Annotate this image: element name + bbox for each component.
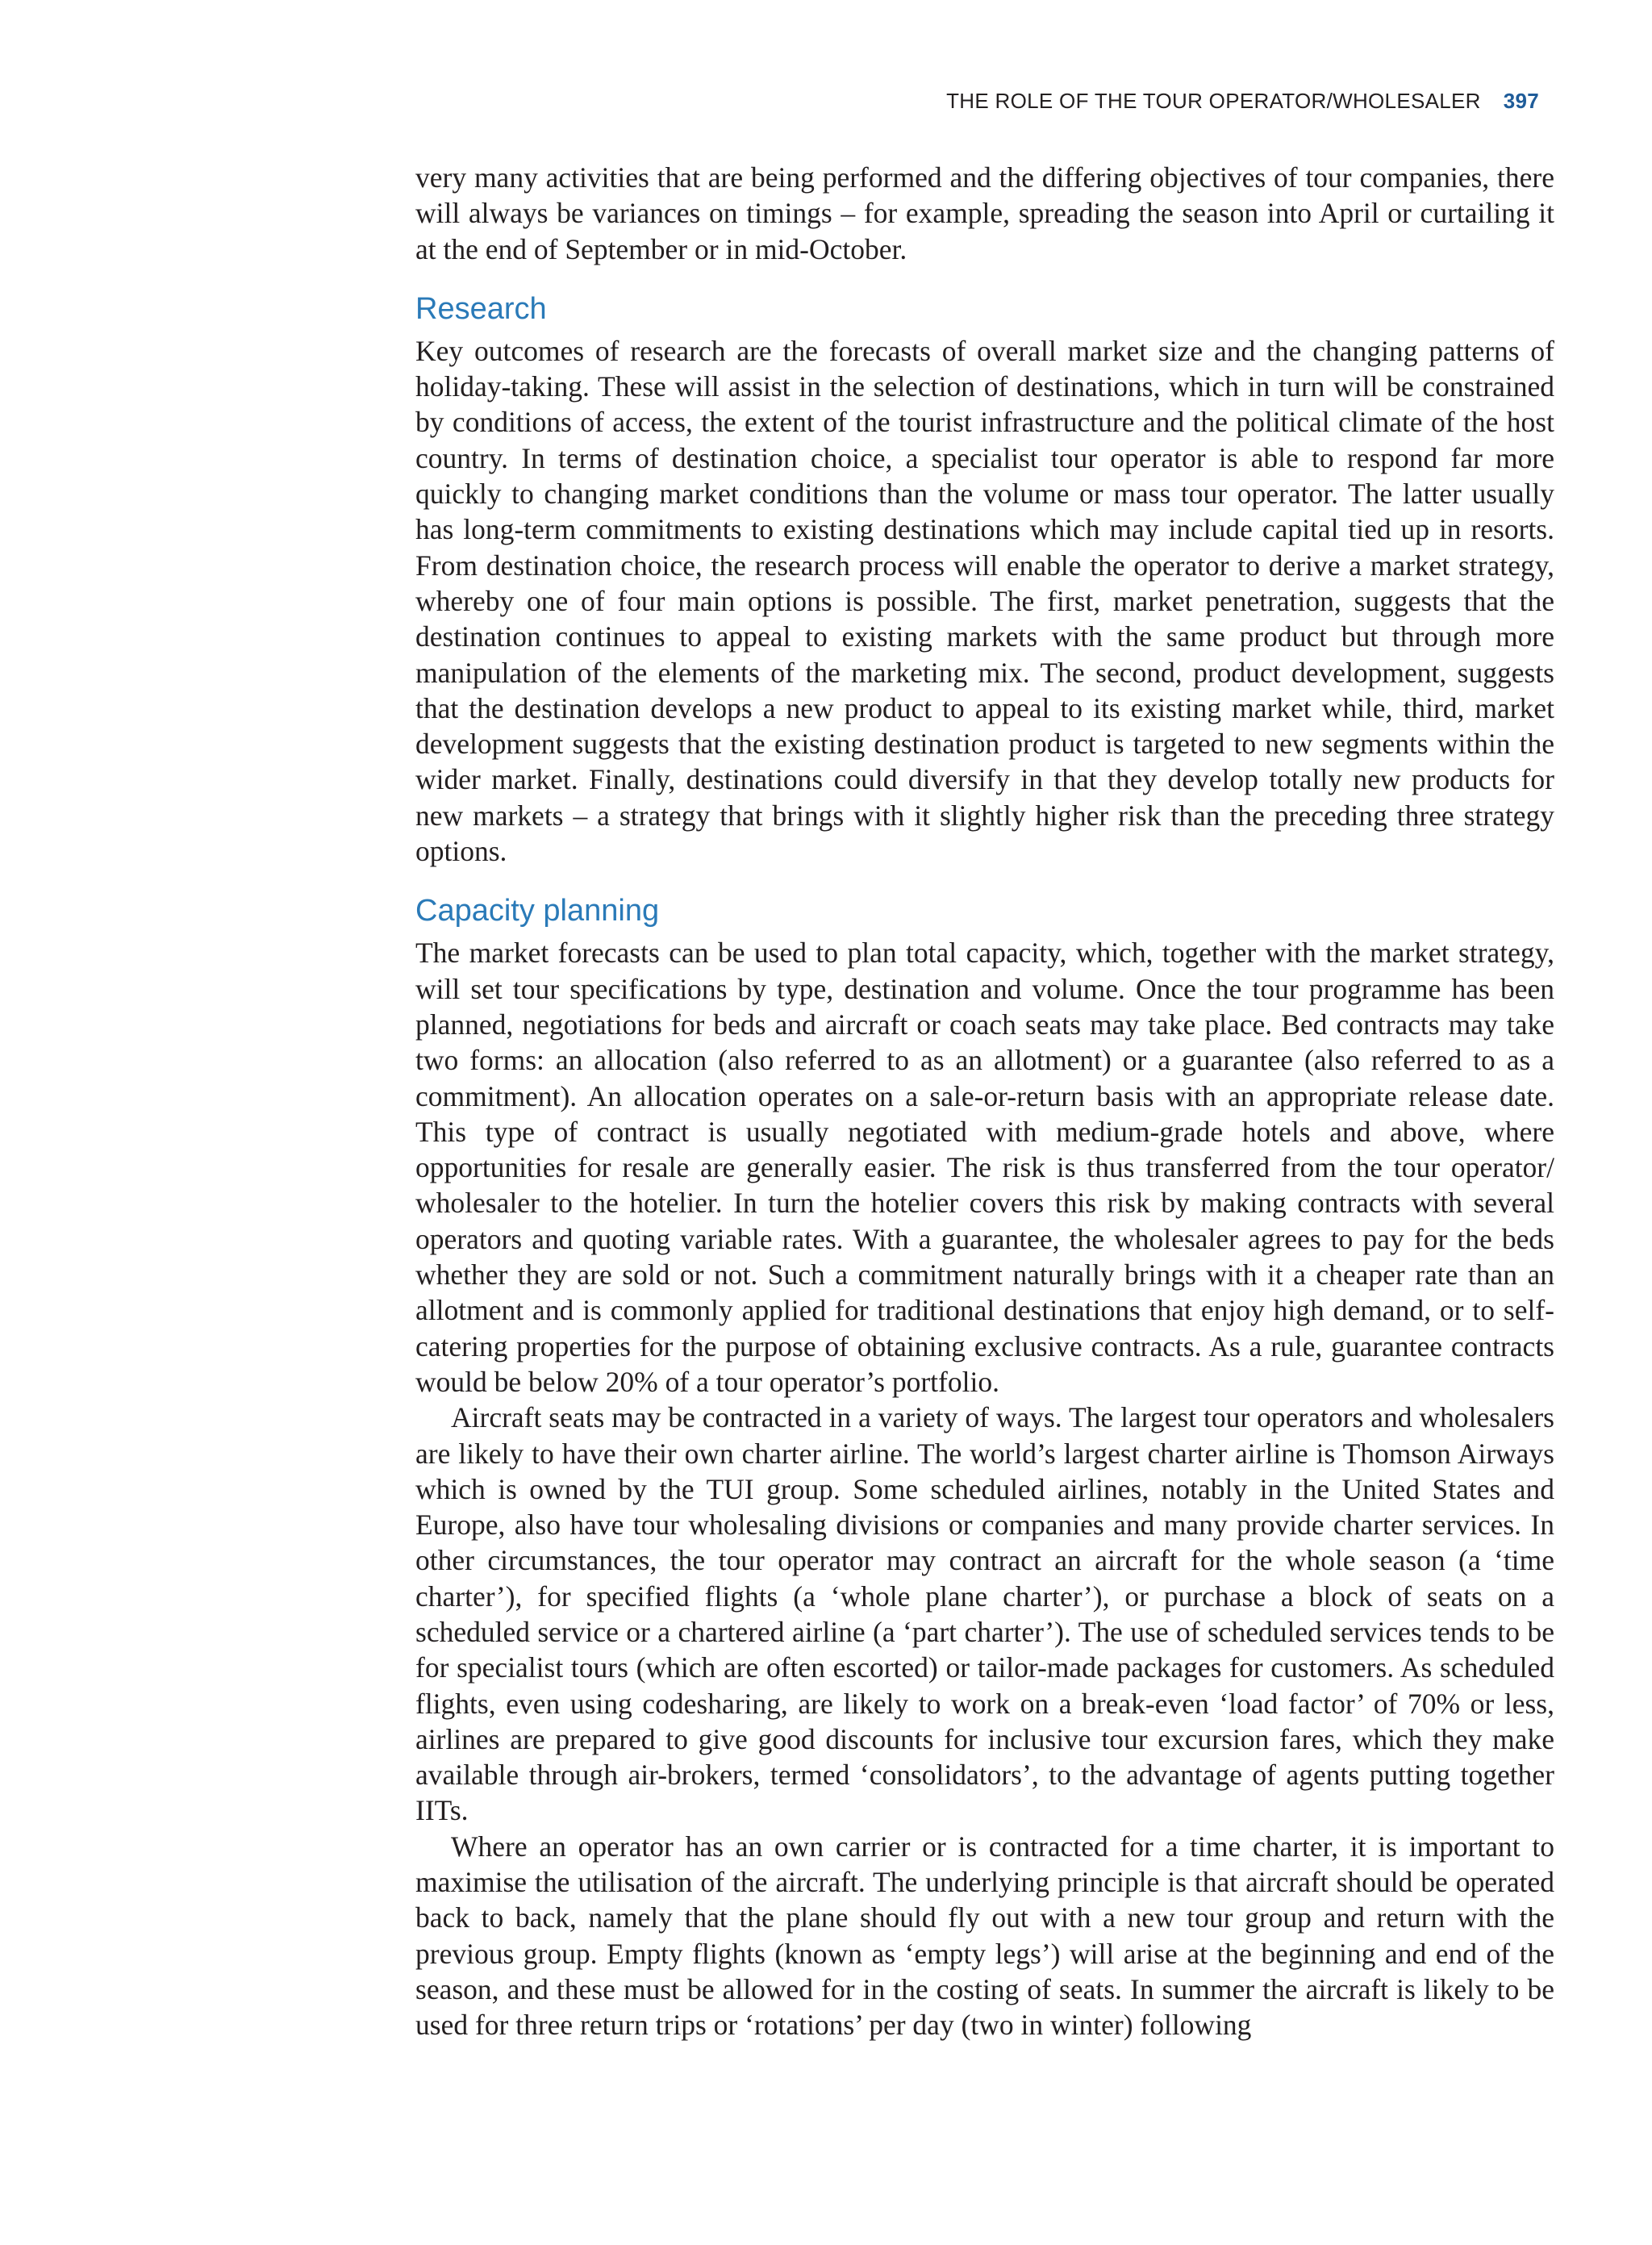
research-heading: Research: [415, 291, 547, 326]
page-number: 397: [1503, 89, 1539, 113]
capacity-paragraph-2: Aircraft seats may be contracted in a variety of ways. The largest tour operators and wholesalers are likely to have their own charter airline. The world’s largest charter airline is Thomson Airways which is owned by the TUI group. Some scheduled airlines, notably in the United States and Europe, also have tour wholesaling divisions or companies and many provide charter services. In other circumstances, the tour operator may contract an aircraft for the whole season (a ‘time charter’), for specified flights (a ‘whole plane charter’), or purchase a block of seats on a scheduled service or a chartered airline (a ‘part charter’). The use of scheduled services tends to be for specialist tours (which are often escorted) or tailor-made packages for customers. As scheduled flights, even using codesharing, are likely to work on a break-even ‘load factor’ of 70% or less, airlines are prepared to give good discounts for inclusive tour excursion fares, which they make available through air-brokers, termed ‘consolidators’, to the advantage of agents putting together IITs.: [415, 1401, 1554, 1827]
page-body: [415, 160, 1554, 2043]
intro-paragraph: very many activities that are being performed and the differing objectives of tour companies, there will always be variances on timings – for example, spreading the season into April or curtailing it at the end of September or in mid-October.: [415, 161, 1554, 265]
research-paragraph: Key outcomes of research are the forecasts of overall market size and the changing patterns of holiday-taking. These will assist in the selection of destinations, which in turn will be constrained by conditions of access, the extent of the tourist infrastructure and the political climate of the host country. In terms of destination choice, a specialist tour operator is able to respond far more quickly to changing market conditions than the volume or mass tour operator. The latter usually has long-term commitments to existing destinations which may include capital tied up in resorts. From destination choice, the research process will enable the operator to derive a market strategy, whereby one of four main options is possible. The first, market penetration, suggests that the destination continues to appeal to existing markets with the same product but through more manipulation of the elements of the marketing mix. The second, product development, suggests that the destination develops a new product to appeal to its existing market while, third, market development suggests that the existing destination product is targeted to new segments within the wider market. Finally, destinations could diversify in that they develop totally new products for new markets – a strategy that brings with it slightly higher risk than the preceding three strategy options.: [415, 334, 1554, 868]
capacity-planning-heading: Capacity planning: [415, 894, 660, 928]
capacity-paragraph-1: The market forecasts can be used to plan total capacity, which, together with the market strategy, will set tour specifications by type, destination and volume. Once the tour programme has been planned, negotiations for beds and aircraft or coach seats may take place. Bed contracts may take two forms: an allocation (also referred to as an allotment) or a guarantee (also referred to as a commitment). An allocation operates on a sale-or-return basis with an appropriate release date. This type of contract is usually negotiated with medium-grade hotels and above, where opportunities for resale are generally easier. The risk is thus transferred from the tour operator/​wholesaler to the hotelier. In turn the hotelier covers this risk by making contracts with several operators and quoting variable rates. With a guarantee, the wholesaler agrees to pay for the beds whether they are sold or not. Such a commitment naturally brings with it a cheaper rate than an allotment and is commonly applied for traditional destinations that enjoy high demand, or to self-catering properties for the purpose of obtaining exclusive contracts. As a rule, guarantee contracts would be below 20% of a tour operator’s portfolio.: [415, 937, 1554, 1398]
running-title: THE ROLE OF THE TOUR OPERATOR/WHOLESALER: [946, 89, 1481, 113]
capacity-paragraph-3: Where an operator has an own carrier or is contracted for a time charter, it is important to maximise the utilisation of the aircraft. The underlying principle is that aircraft should be operated back to back, namely that the plane should fly out with a new tour group and return with the previous group. Empty flights (known as ‘empty legs’) will arise at the beginning and end of the season, and these must be allowed for in the costing of seats. In summer the aircraft is likely to be used for three return trips or ‘rotations’ per day (two in winter) following: [415, 1830, 1554, 2042]
running-header: [946, 89, 1539, 114]
